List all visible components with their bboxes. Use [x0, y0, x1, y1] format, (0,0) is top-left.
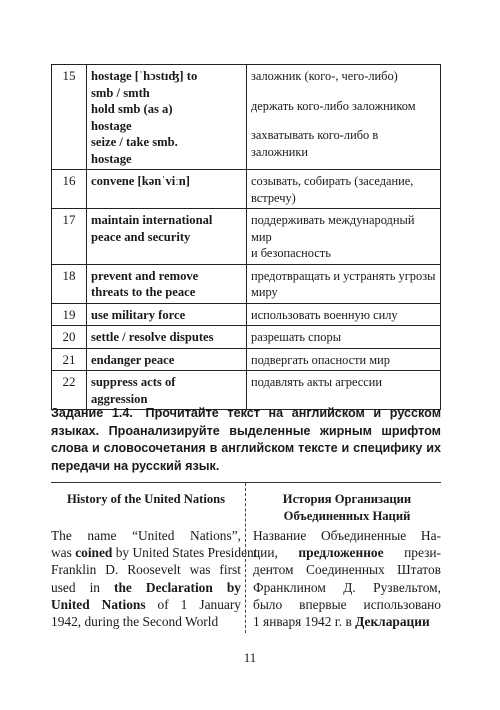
- russian-translation: [247, 348, 441, 371]
- term-line: suppress acts of: [91, 375, 176, 389]
- term-line: hostage: [91, 118, 132, 133]
- translation-line: захватывать кого-либо в заложники: [251, 128, 379, 159]
- term-line: convene [kənˈviːn]: [91, 174, 190, 188]
- translation-line: предотвращать и устранять угрозы: [251, 268, 436, 283]
- english-term: [87, 209, 247, 265]
- highlighted-term: coined: [75, 545, 113, 561]
- term-line: hostage [ˈhɔstɪʤ] to: [91, 69, 198, 83]
- russian-text: [253, 527, 441, 630]
- text-line: [51, 596, 241, 613]
- text-segment: by United States President: [112, 545, 258, 561]
- table-row: [52, 170, 441, 209]
- text-line: [51, 613, 241, 630]
- term-line: endanger peace: [91, 352, 175, 367]
- table-row: [52, 264, 441, 303]
- english-term: [87, 348, 247, 371]
- term-line: smb / smth: [91, 85, 150, 100]
- term-line: settle / resolve disputes: [91, 330, 214, 344]
- english-term: [87, 264, 247, 303]
- text-line: [51, 527, 241, 544]
- english-text: [51, 527, 258, 630]
- term-line: hostage: [91, 151, 132, 166]
- row-number: 22: [52, 371, 87, 410]
- term-line: aggression: [91, 391, 148, 406]
- russian-translation: [247, 326, 441, 349]
- translation-line: встречу): [251, 190, 296, 205]
- text-line: [253, 579, 441, 596]
- russian-translation: [247, 371, 441, 410]
- row-number: 21: [52, 348, 87, 371]
- text-segment: Franklin D. Roosevelt was first: [51, 562, 241, 578]
- page-number: 11: [243, 650, 257, 665]
- text-segment: 1942, during the Second World: [51, 614, 219, 630]
- row-number: 18: [52, 264, 87, 303]
- russian-translation: [247, 303, 441, 326]
- russian-translation: [247, 264, 441, 303]
- table-row: [52, 348, 441, 371]
- term-line: threats to the peace: [91, 285, 196, 299]
- task-paragraph: [51, 405, 441, 475]
- term-line: prevent and remove: [91, 268, 199, 283]
- text-segment: ции,: [253, 545, 299, 561]
- translation-line: разрешать споры: [251, 330, 342, 344]
- vocabulary-table: [51, 64, 441, 410]
- text-segment: The name “United Nations”,: [51, 528, 241, 543]
- term-line: use military force: [91, 307, 186, 322]
- russian-translation: [247, 65, 441, 170]
- term-line: peace and security: [91, 229, 191, 244]
- english-column: [51, 491, 258, 630]
- text-segment: 1 января 1942 г. в: [253, 614, 356, 630]
- english-term: [87, 170, 247, 209]
- text-segment: прези-: [383, 545, 441, 561]
- english-term: [87, 65, 247, 170]
- term-line: seize / take smb.: [91, 135, 178, 149]
- text-line: [51, 544, 258, 561]
- text-line: [253, 561, 441, 578]
- term-line: maintain international: [91, 213, 213, 227]
- text-segment: was: [51, 545, 76, 561]
- text-line: [253, 596, 441, 613]
- table-row: [52, 371, 441, 410]
- highlighted-term: предложенное: [298, 545, 384, 561]
- translation-line: использовать военную силу: [251, 307, 398, 322]
- text-segment: of 1 January: [145, 596, 242, 612]
- table-row: [52, 209, 441, 265]
- highlighted-term: the Declaration by: [114, 579, 241, 595]
- translation-line: заложник (кого-, чего-либо): [251, 69, 398, 83]
- translation-line: миру: [251, 285, 278, 299]
- table-row: [52, 326, 441, 349]
- translation-line: подвергать опасности мир: [251, 352, 390, 367]
- text-segment: было впервые использовано: [253, 596, 441, 612]
- english-term: [87, 303, 247, 326]
- english-term: [87, 371, 247, 410]
- row-number: 19: [52, 303, 87, 326]
- english-heading: History of the United Nations: [66, 492, 226, 506]
- text-line: [51, 561, 241, 578]
- russian-translation: [247, 209, 441, 265]
- translation-line: держать кого-либо заложником: [251, 98, 416, 113]
- text-line: [253, 527, 441, 544]
- text-segment: Франклином Д. Рузвельтом,: [253, 579, 441, 595]
- text-segment: дентом Соединенных Штатов: [253, 562, 441, 578]
- english-term: [87, 326, 247, 349]
- translation-line: и безопасность: [251, 246, 331, 260]
- russian-heading: История Организации Объединенных Наций: [282, 492, 412, 523]
- russian-translation: [247, 170, 441, 209]
- row-number: 17: [52, 209, 87, 265]
- highlighted-term: United Nations: [51, 596, 146, 612]
- row-number: 16: [52, 170, 87, 209]
- row-number: 15: [52, 65, 87, 170]
- text-segment: used in: [51, 579, 115, 595]
- highlighted-term: Декларации: [355, 614, 430, 630]
- russian-column: [253, 491, 441, 630]
- text-line: [51, 579, 241, 596]
- translation-line: поддерживать международный мир: [251, 213, 415, 244]
- term-line: hold smb (as a): [91, 102, 173, 116]
- text-segment: Название Объединенные На-: [253, 528, 441, 543]
- task-label: Задание 1.4.: [51, 406, 133, 420]
- parallel-text: [51, 482, 441, 633]
- row-number: 20: [52, 326, 87, 349]
- text-line: [253, 544, 441, 561]
- translation-line: подавлять акты агрессии: [251, 375, 383, 389]
- translation-line: созывать, собирать (заседание,: [251, 174, 414, 188]
- table-row: [52, 65, 441, 170]
- table-row: [52, 303, 441, 326]
- task-text: Прочитайте текст на английском и русском языках. Проанализируйте выделенные жирным шрифтом слова и словосочетания в английском тексте и специфику их передачи на русский язык.: [51, 406, 442, 473]
- text-line: [253, 613, 441, 630]
